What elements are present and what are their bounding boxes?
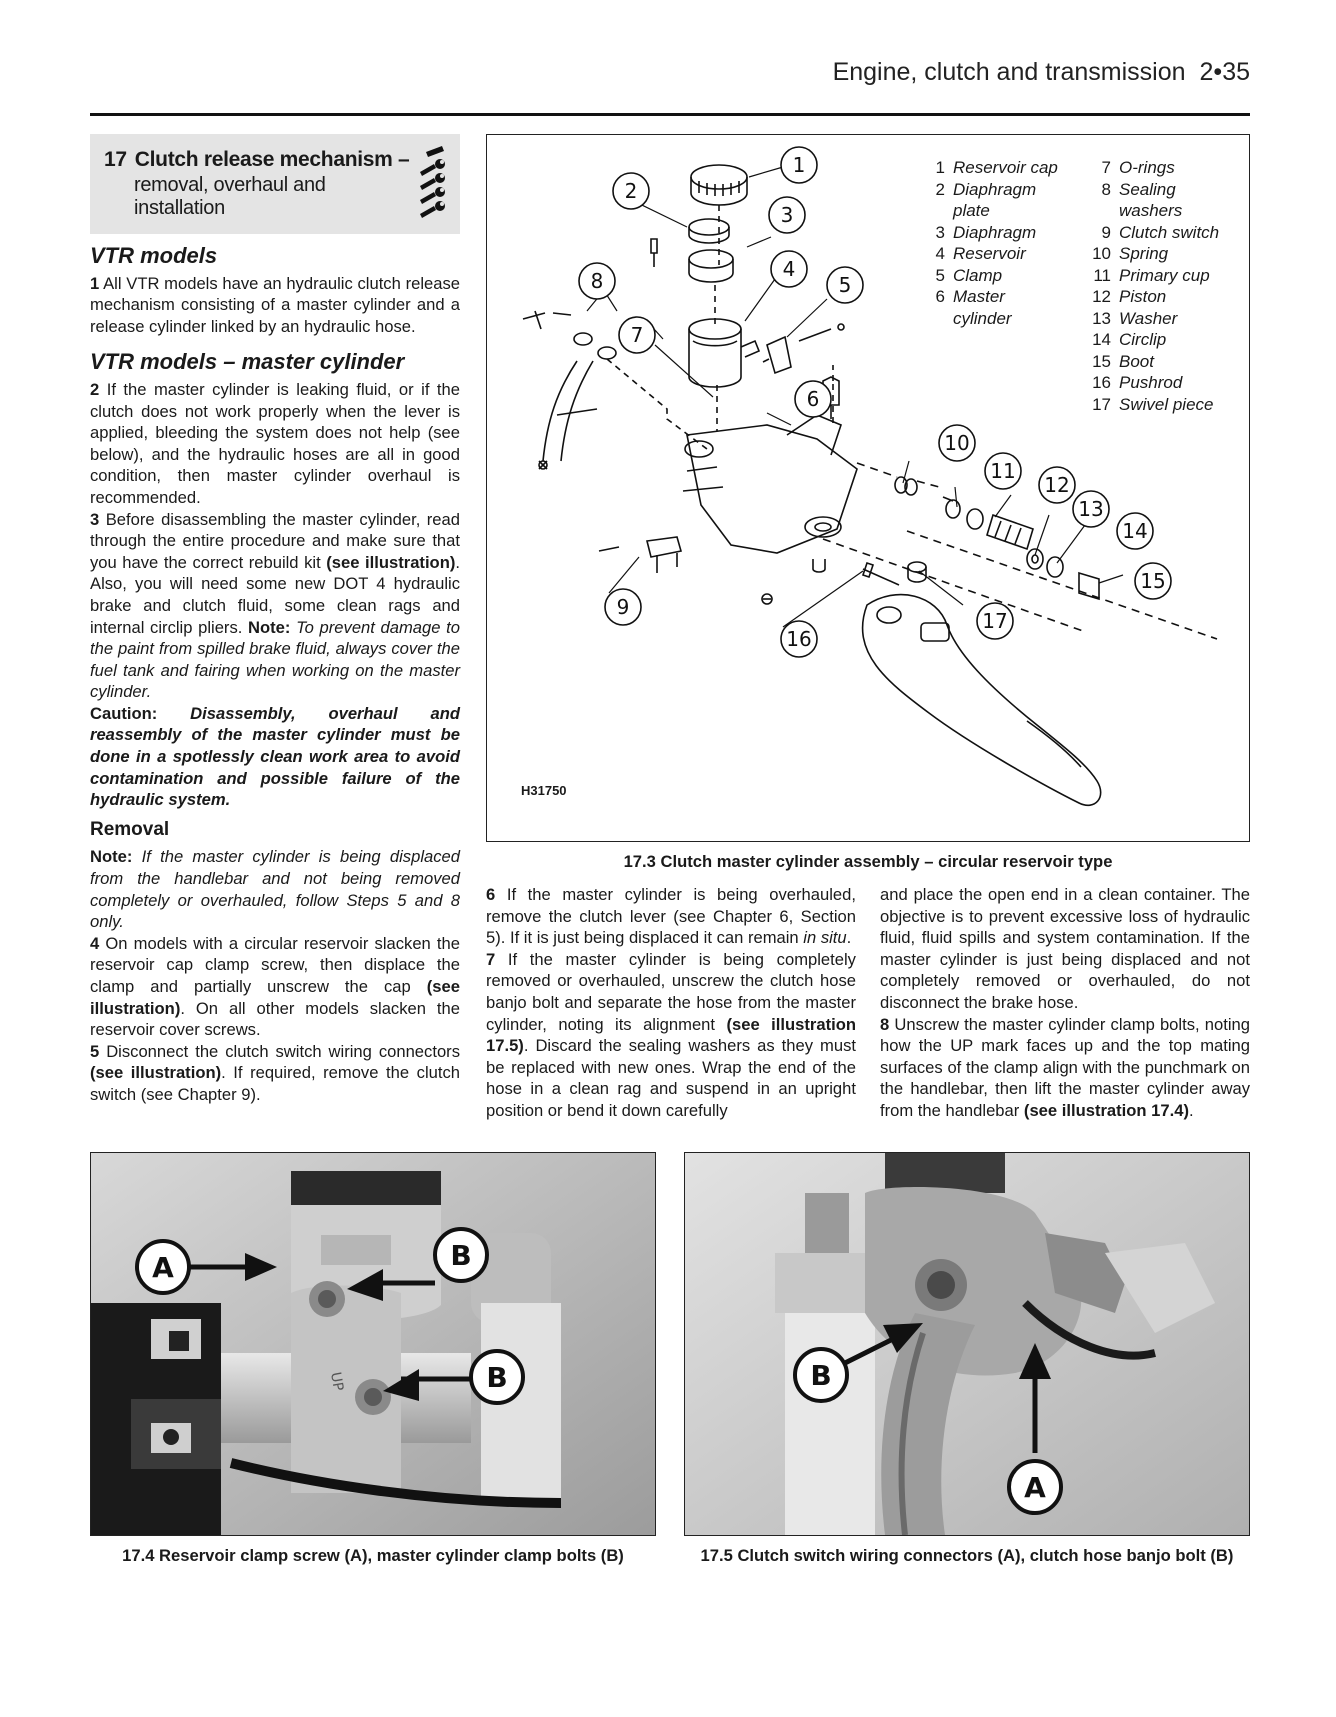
- caution-label: Caution:: [90, 703, 158, 723]
- column-3: [880, 884, 1250, 1122]
- heading-master-cylinder: VTR models – master cylinder: [90, 349, 405, 375]
- text: If the master cylinder is leaking fluid, or if the clutch does not work properly when the lever is applied, bleeding the system does not help (see below), and the hydraulic hoses are all in good condition, then master cylinder overhaul is recommended.: [90, 379, 460, 507]
- diagram-code: H31750: [521, 783, 567, 798]
- illustration-ref: (see illustration 17.5): [486, 1014, 856, 1056]
- legend-item: 15 Boot: [1092, 351, 1154, 371]
- heading-removal: Removal: [90, 818, 170, 840]
- step-number: 8: [880, 1014, 890, 1034]
- legend-item: 3 Diaphragm: [935, 222, 1037, 242]
- legend-item: 16 Pushrod: [1092, 373, 1183, 392]
- label-b-bottom: B: [486, 1361, 508, 1394]
- callout-1: 1: [792, 153, 806, 177]
- section-title: [104, 148, 409, 172]
- paragraph-5: [90, 1041, 460, 1106]
- callout-15: 15: [1140, 569, 1166, 593]
- callout-12: 12: [1044, 473, 1070, 497]
- removal-note: [90, 846, 460, 932]
- text: Unscrew the master cylinder clamp bolts, noting how the UP mark faces up and the top mating surfaces of the clamp align with the punchmark on the handlebar, then lift the master cylinder away from the handlebar: [880, 1014, 1250, 1120]
- legend-item: 12 Piston: [1092, 287, 1167, 306]
- callout-8: 8: [590, 269, 604, 293]
- illustration-ref: (see illustration): [90, 977, 460, 1018]
- callout-17: 17: [982, 609, 1008, 633]
- photo-17-4-image: [91, 1153, 655, 1535]
- illustration-ref: (see illustration): [326, 552, 456, 572]
- running-header: [90, 58, 1250, 87]
- step-number: 7: [486, 949, 496, 969]
- callout-4: 4: [782, 257, 796, 281]
- section-subtitle: removal, overhaul and installation: [134, 174, 326, 219]
- page-number: 2•35: [1199, 58, 1250, 86]
- text: On models with a circular reservoir slacken the reservoir cap clamp screw, then displace the clamp and partially unscrew the cap: [90, 933, 460, 996]
- text: If the master cylinder is being overhauled, remove the clutch lever (see Chapter 6, Section 5). If it is just being displaced it can remain: [486, 885, 856, 948]
- callout-7: 7: [630, 323, 644, 347]
- label-b-top: B: [450, 1239, 472, 1272]
- callout-9: 9: [616, 595, 630, 619]
- caution: [90, 703, 460, 811]
- step-number: 1: [90, 273, 100, 293]
- paragraph-8: [880, 1014, 1250, 1122]
- chapter-title: Engine, clutch and transmission: [832, 58, 1186, 86]
- figure-17-3: [486, 134, 1250, 842]
- callout-2: 2: [624, 179, 638, 203]
- figure-17-3-caption: 17.3 Clutch master cylinder assembly – circular reservoir type: [623, 852, 1113, 871]
- caution-text: Disassembly, overhaul and reassembly of the master cylinder must be done in a spotlessly clean work area to avoid contamination and possible failure of the hydraulic system.: [90, 703, 460, 810]
- heading-vtr-models: VTR models: [90, 243, 218, 268]
- up-mark: UP: [327, 1370, 347, 1393]
- photo-17-5-caption: 17.5 Clutch switch wiring connectors (A), clutch hose banjo bolt (B): [700, 1546, 1234, 1565]
- text: . Also, you will need some new DOT 4 hydraulic brake and clutch fluid, some clean rags and internal circlip pliers.: [90, 552, 460, 637]
- legend-item: 13 Washer: [1092, 308, 1178, 328]
- legend-item: 11 Primary cup: [1093, 265, 1210, 285]
- text: Disconnect the clutch switch wiring connectors: [106, 1041, 460, 1061]
- legend-right: [1083, 157, 1219, 415]
- label-b: B: [810, 1359, 832, 1392]
- legend-item: 4 Reservoir: [935, 244, 1026, 263]
- step-number: 2: [90, 379, 100, 399]
- illustration-ref: (see illustration 17.4): [1023, 1100, 1189, 1120]
- note-label: Note:: [90, 847, 133, 867]
- legend-item: 6 Master: [935, 287, 1005, 306]
- header-rule: [90, 113, 1250, 116]
- callout-11: 11: [990, 459, 1016, 483]
- callout-3: 3: [780, 203, 794, 227]
- text: Before disassembling the master cylinder, read through the entire procedure and make sure that you have the correct rebuild kit: [90, 509, 460, 572]
- note-label: Note:: [248, 617, 291, 637]
- legend-left: [917, 157, 1058, 329]
- section-title-text: Clutch release mechanism –: [134, 148, 410, 171]
- step-number: 5: [90, 1041, 100, 1061]
- photo-17-4: [90, 1152, 656, 1536]
- callout-10: 10: [944, 431, 970, 455]
- legend-item: 1 Reservoir cap: [935, 158, 1058, 177]
- illustration-ref: (see illustration): [90, 1063, 222, 1083]
- paragraph-3: [90, 509, 460, 703]
- text: . On all other models slacken the reservoir cover screws.: [90, 998, 460, 1040]
- photo-17-5-image: [685, 1153, 1249, 1535]
- legend-item: plate: [953, 201, 990, 220]
- paragraph-2: [90, 379, 460, 509]
- column-1: [90, 245, 460, 1106]
- section-number: 17: [104, 148, 127, 171]
- legend-item: 5 Clamp: [935, 265, 1003, 285]
- paragraph-1: [90, 273, 460, 338]
- paragraph-4: [90, 933, 460, 1041]
- note-text: To prevent damage to the paint from spilled brake fluid, always cover the fuel tank and fairing when working on the master cylinder.: [90, 617, 460, 702]
- photo-17-4-caption: 17.4 Reservoir clamp screw (A), master cylinder clamp bolts (B): [122, 1546, 624, 1565]
- photo-17-5: [684, 1152, 1250, 1536]
- text: .: [1189, 1100, 1194, 1120]
- spanners-icon: [416, 144, 452, 226]
- legend-item: 14 Circlip: [1092, 330, 1167, 349]
- text: If the master cylinder is being completely removed or overhauled, unscrew the clutch hose banjo bolt and separate the hose from the master cylinder, noting its alignment: [486, 949, 856, 1034]
- text-italic: in situ: [803, 928, 847, 948]
- legend-item: 17 Swivel piece: [1092, 394, 1214, 414]
- legend-item: 7 O-rings: [1101, 158, 1175, 177]
- callout-14: 14: [1122, 519, 1148, 543]
- legend-item: 2 Diaphragm: [935, 179, 1037, 199]
- text: . Discard the sealing washers as they must be replaced with new ones. Wrap the end of the hose in a clean rag and suspend in an upright position or bend it down carefully: [486, 1036, 856, 1120]
- callout-13: 13: [1078, 497, 1104, 521]
- text: .: [846, 928, 852, 948]
- paragraph-7-cont: and place the open end in a clean container. The objective is to prevent excessive loss of hydraulic fluid, fluid spills and system contamination. If the master cylinder is just being displaced and not completely removed or overhauled, do not disconnect the brake hose.: [880, 885, 1250, 1012]
- legend-item: cylinder: [953, 308, 1012, 328]
- column-2: [486, 884, 856, 1122]
- text: All VTR models have an hydraulic clutch release mechanism consisting of a master cylinder and a release cylinder linked by an hydraulic hose.: [90, 273, 460, 336]
- legend-item: 8 Sealing: [1101, 179, 1176, 199]
- legend-item: washers: [1119, 201, 1183, 220]
- step-number: 6: [486, 885, 496, 904]
- callout-16: 16: [786, 627, 812, 651]
- section-heading-box: [90, 134, 460, 234]
- step-number: 4: [90, 933, 100, 953]
- legend-item: 10 Spring: [1092, 244, 1169, 263]
- paragraph-7: [486, 949, 856, 1122]
- label-a: A: [1024, 1471, 1046, 1504]
- note-text: If the master cylinder is being displaced from the handlebar and not being removed completely or overhauled, follow Steps 5 and 8 only.: [90, 847, 460, 932]
- legend-item: 9 Clutch switch: [1101, 222, 1220, 242]
- paragraph-6: [486, 884, 856, 949]
- label-a: A: [152, 1251, 174, 1284]
- text: . If required, remove the clutch switch (see Chapter 9).: [90, 1063, 460, 1104]
- step-number: 3: [90, 509, 100, 529]
- callout-6: 6: [806, 387, 820, 411]
- callout-5: 5: [838, 273, 852, 297]
